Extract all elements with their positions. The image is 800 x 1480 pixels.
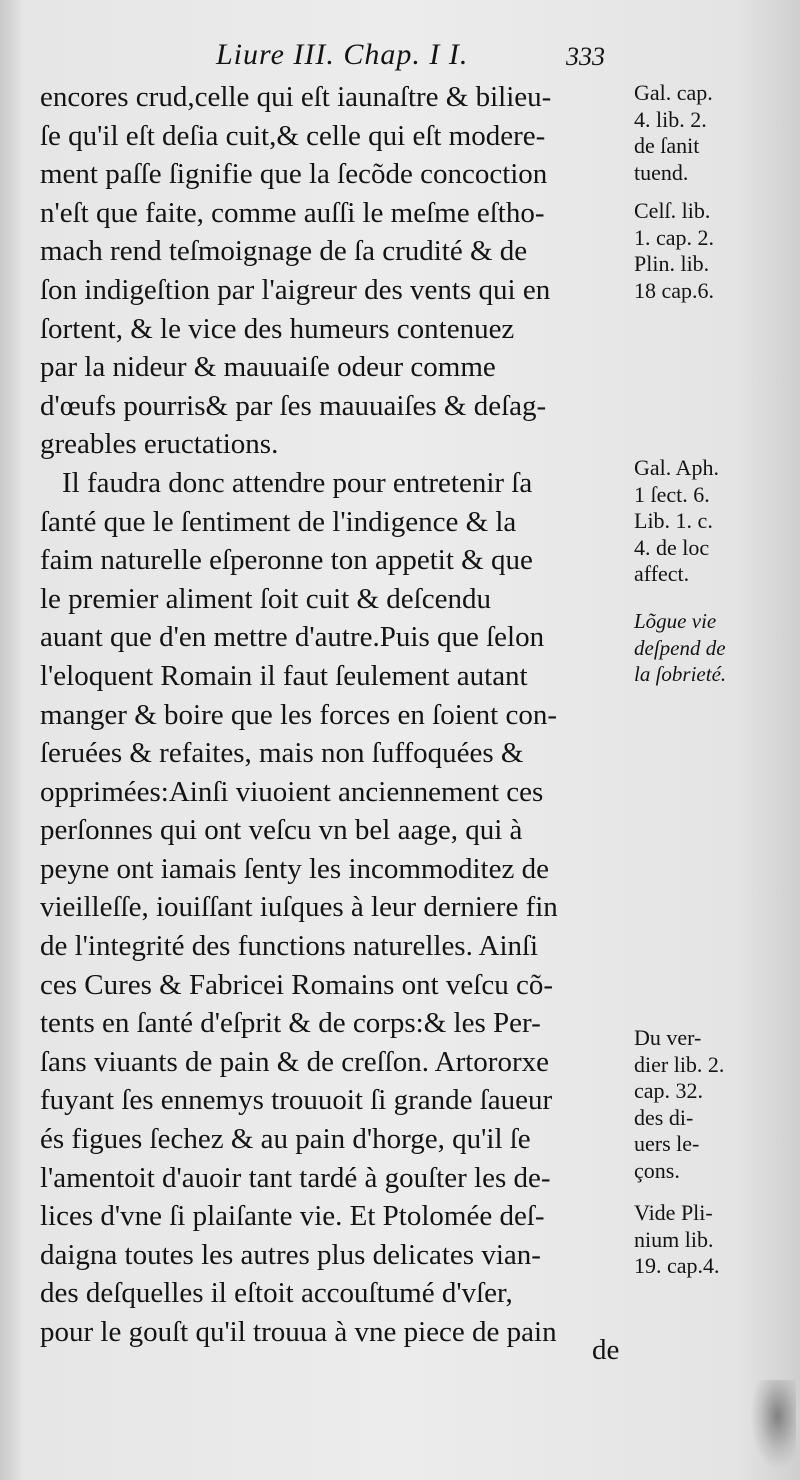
text-line: vieilleſſe, iouiſſant iuſques à leur derniere fin [40, 891, 558, 924]
text-line: greables eructations. [40, 428, 279, 461]
marginal-note-line: 4. de loc [634, 534, 710, 560]
marginal-note-line: Gal. cap. [634, 80, 713, 105]
marginal-note-line: Lõgue vie [634, 609, 717, 633]
marginal-note-line: 1 ſect. 6. [634, 481, 710, 507]
text-line: ſeruées & refaites, mais non ſuffoquées & [40, 737, 524, 770]
marginal-note-line: deſpend de [634, 635, 726, 660]
text-line: des deſquelles il eſtoit accouſtumé d'vſer, [40, 1277, 513, 1310]
page-number: 333 [566, 42, 605, 71]
text-line: de l'integrité des functions naturelles. Ainſi [40, 930, 539, 963]
text-line: ſon indigeſtion par l'aigreur des vents qui en [40, 273, 551, 306]
text-line: l'eloquent Romain il faut ſeulement autant [40, 659, 528, 692]
marginal-note [634, 1200, 796, 1280]
text-line: daigna toutes les autres plus delicates vian- [40, 1238, 541, 1271]
text-line: ſans viuants de pain & de creſſon. Artororxe [40, 1045, 549, 1078]
marginal-note [634, 198, 796, 304]
marginal-note-line: çons. [634, 1157, 680, 1183]
main-text-column [40, 78, 632, 1352]
marginal-note [634, 455, 796, 588]
text-line: tents en ſanté d'eſprit & de corps:& les Per- [40, 1007, 541, 1040]
text-line: perſonnes qui ont veſcu vn bel aage, qui à [40, 814, 523, 847]
text-line: par la nideur & mauuaiſe odeur comme [40, 351, 496, 384]
marginal-note-line: uers le- [634, 1131, 700, 1156]
text-line: ſortent, & le vice des humeurs contenuez [40, 312, 515, 345]
running-head-title: Liure III. Chap. I I. [216, 38, 469, 71]
marginal-note-line: Celſ. lib. [634, 198, 711, 223]
text-line: ces Cures & Fabricei Romains ont veſcu cõ- [40, 968, 554, 1001]
marginal-note-line: 18 cap.6. [634, 277, 715, 303]
text-line: d'œufs pourris& par ſes mauuaiſes & deſag- [40, 389, 547, 422]
text-line: manger & boire que les forces en ſoient con- [40, 698, 557, 731]
marginal-note [634, 80, 796, 186]
marginal-note-line: la ſobrieté. [634, 662, 727, 686]
text-line: ſe qu'il eſt deſia cuit,& celle qui eſt modere- [40, 119, 546, 152]
text-line: pour le gouſt qu'il trouua à vne piece de pain [40, 1316, 557, 1348]
ink-stain [750, 1380, 796, 1470]
marginal-note-line: Lib. 1. c. [634, 508, 713, 533]
text-line: és figues ſechez & au pain d'horge, qu'il ſe [40, 1123, 531, 1156]
marginal-note-line: 1. cap. 2. [634, 224, 715, 250]
marginal-note-line: nium lib. [634, 1226, 714, 1252]
marginal-note-line: cap. 32. [634, 1078, 704, 1103]
marginal-note-line: des di- [634, 1104, 694, 1130]
text-line: auant que d'en mettre d'autre.Puis que ſelon [40, 621, 545, 654]
text-line: l'amentoit d'auoir tant tardé à gouſter les de- [40, 1161, 551, 1194]
marginal-note-line: dier lib. 2. [634, 1051, 725, 1077]
text-line: ſanté que le ſentiment de l'indigence & la [40, 505, 517, 538]
marginal-note-line: de ſanit [634, 133, 700, 158]
marginal-note [634, 608, 796, 688]
marginal-note-line: Gal. Aph. [634, 455, 719, 480]
running-head [0, 38, 800, 82]
marginal-note-line: Du ver- [634, 1025, 702, 1050]
paragraph-first-line: Il faudra donc attendre pour entretenir ſa [62, 466, 533, 499]
text-line: mach rend teſmoignage de ſa crudité & de [40, 235, 528, 268]
text-line: fuyant ſes ennemys trouuoit ſi grande ſaueur [40, 1084, 553, 1117]
marginal-note-line: 4. lib. 2. [634, 106, 707, 132]
text-line: opprimées:Ainſi viuoient anciennement ces [40, 775, 544, 808]
marginal-note-line: affect. [634, 561, 690, 586]
text-line: faim naturelle eſperonne ton appetit & que [40, 544, 533, 577]
text-line: peyne ont iamais ſenty les incommoditez de [40, 852, 549, 885]
marginal-note-line: Vide Pli- [634, 1200, 713, 1225]
text-line: n'eſt que faite, comme auſſi le meſme eſtho- [40, 196, 545, 229]
text-line: lices d'vne ſi plaiſante vie. Et Ptolomée deſ- [40, 1200, 545, 1233]
marginal-note [634, 1025, 796, 1184]
text-line: le premier aliment ſoit cuit & deſcendu [40, 582, 491, 615]
text-line: encores crud,celle qui eſt iaunaſtre & bilieu- [40, 81, 552, 113]
marginal-note-line: 19. cap.4. [634, 1253, 720, 1278]
text-line: ment paſſe ſignifie que la ſecõde concoction [40, 158, 548, 191]
marginal-note-line: tuend. [634, 159, 689, 185]
marginal-note-line: Plin. lib. [634, 251, 710, 276]
catchword: de [592, 1334, 620, 1366]
